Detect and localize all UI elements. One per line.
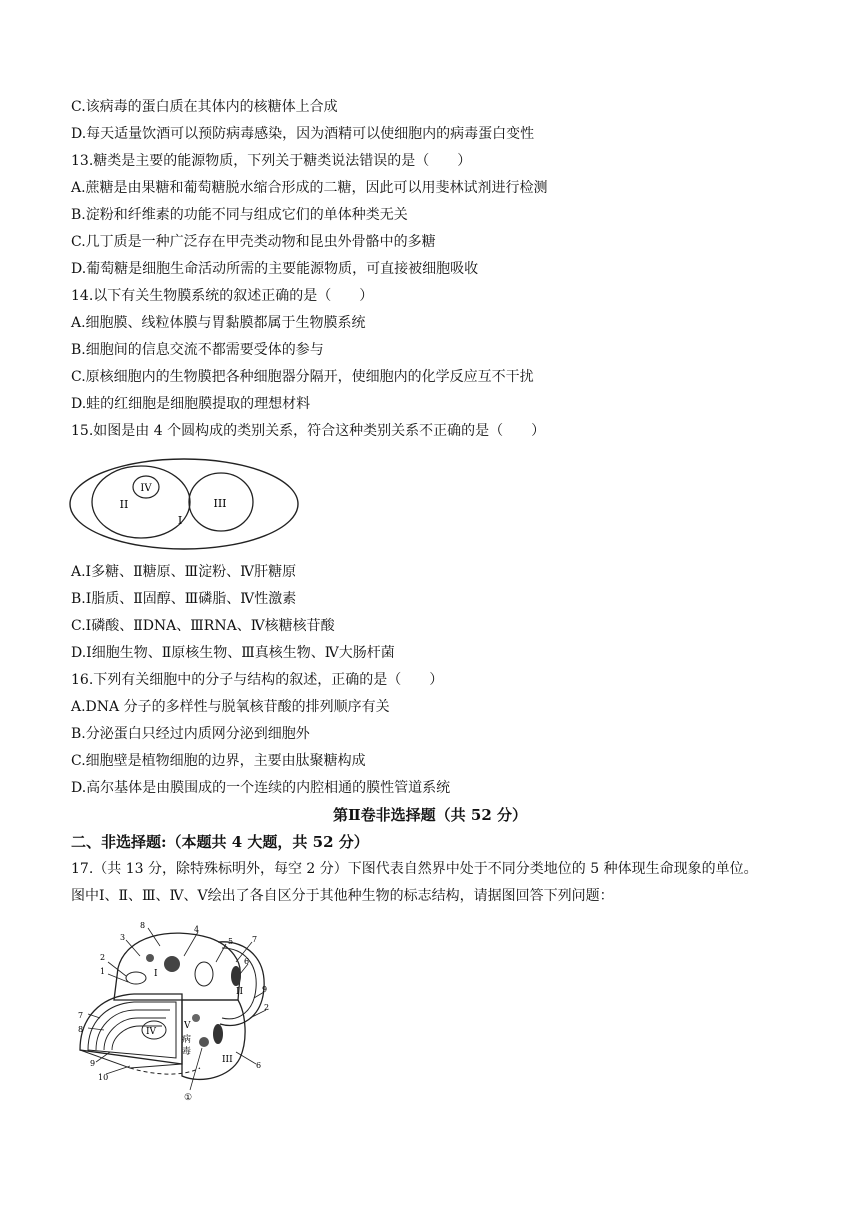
label-iii: III bbox=[213, 497, 227, 510]
q16-option-b: B.分泌蛋白只经过内质网分泌到细胞外 bbox=[71, 726, 310, 742]
label-5: 5 bbox=[228, 937, 234, 946]
label-roman-iii: III bbox=[222, 1055, 233, 1065]
q13-stem: 13.糖类是主要的能源物质，下列关于糖类说法错误的是（ ） bbox=[71, 153, 472, 169]
label-1: 1 bbox=[100, 967, 106, 976]
label-6-top: 6 bbox=[244, 957, 250, 966]
label-9-right: 9 bbox=[262, 985, 268, 994]
q12-option-c: C.该病毒的蛋白质在其体内的核糖体上合成 bbox=[71, 99, 338, 115]
label-4: 4 bbox=[194, 925, 200, 934]
q15-option-d: D.Ⅰ细胞生物、Ⅱ原核生物、Ⅲ真核生物、Ⅳ大肠杆菌 bbox=[71, 645, 395, 661]
label-10: 10 bbox=[98, 1073, 109, 1082]
label-2-right: 2 bbox=[264, 1003, 270, 1012]
q14-option-b: B.细胞间的信息交流不都需要受体的参与 bbox=[71, 342, 324, 358]
label-iv: IV bbox=[140, 483, 152, 494]
label-7-left: 7 bbox=[78, 1011, 84, 1020]
label-7-top: 7 bbox=[252, 935, 258, 944]
label-roman-v: V bbox=[184, 1021, 191, 1031]
label-roman-ii: II bbox=[236, 987, 244, 997]
q17-cell-diagram bbox=[70, 918, 280, 1108]
label-virus-2: 毒 bbox=[182, 1047, 192, 1057]
q15-option-c: C.Ⅰ磷酸、ⅡDNA、ⅢRNA、Ⅳ核糖核苷酸 bbox=[71, 618, 335, 634]
q13-option-d: D.葡萄糖是细胞生命活动所需的主要能源物质，可直接被细胞吸收 bbox=[71, 261, 479, 277]
label-i: I bbox=[177, 514, 183, 527]
q14-option-c: C.原核细胞内的生物膜把各种细胞器分隔开，使细胞内的化学反应互不干扰 bbox=[71, 369, 534, 385]
label-virus-1: 病 bbox=[182, 1035, 192, 1045]
label-circled-1: ① bbox=[184, 1093, 193, 1103]
q13-option-a: A.蔗糖是由果糖和葡萄糖脱水缩合形成的二糖，因此可以用斐林试剂进行检测 bbox=[71, 180, 548, 196]
q17-stem-line1: 17.（共 13 分，除特殊标明外，每空 2 分）下图代表自然界中处于不同分类地位的 5 种体现生命现象的单位。 bbox=[71, 861, 758, 877]
q13-option-c: C.几丁质是一种广泛存在甲壳类动物和昆虫外骨骼中的多糖 bbox=[71, 234, 436, 250]
q15-option-a: A.Ⅰ多糖、Ⅱ糖原、Ⅲ淀粉、Ⅳ肝糖原 bbox=[71, 564, 297, 580]
q12-option-d: D.每天适量饮酒可以预防病毒感染，因为酒精可以使细胞内的病毒蛋白变性 bbox=[71, 126, 535, 142]
q17-stem-line2: 图中Ⅰ、Ⅱ、Ⅲ、Ⅳ、Ⅴ绘出了各自区分于其他种生物的标志结构，请据图回答下列问题： bbox=[71, 888, 614, 904]
label-roman-i: I bbox=[154, 969, 158, 979]
q16-option-a: A.DNA 分子的多样性与脱氧核苷酸的排列顺序有关 bbox=[71, 699, 390, 715]
q15-option-b: B.Ⅰ脂质、Ⅱ固醇、Ⅲ磷脂、Ⅳ性激素 bbox=[71, 591, 297, 607]
q16-option-d: D.高尔基体是由膜围成的一个连续的内腔相通的膜性管道系统 bbox=[71, 780, 451, 796]
circle-i bbox=[70, 459, 298, 549]
q15-venn-diagram bbox=[66, 454, 306, 554]
q16-option-c: C.细胞壁是植物细胞的边界，主要由肽聚糖构成 bbox=[71, 753, 366, 769]
q14-option-d: D.蛙的红细胞是细胞膜提取的理想材料 bbox=[71, 396, 311, 412]
label-3: 3 bbox=[120, 933, 126, 942]
label-6-bottom: 6 bbox=[256, 1061, 262, 1070]
label-9-left: 9 bbox=[90, 1059, 96, 1068]
q14-stem: 14.以下有关生物膜系统的叙述正确的是（ ） bbox=[71, 288, 374, 304]
label-roman-iv: IV bbox=[146, 1027, 157, 1037]
label-8-left: 8 bbox=[78, 1025, 84, 1034]
q13-option-b: B.淀粉和纤维素的功能不同与组成它们的单体种类无关 bbox=[71, 207, 408, 223]
part-title: 二、非选择题:（本题共 4 大题，共 52 分） bbox=[71, 833, 369, 851]
label-2-left: 2 bbox=[100, 953, 106, 962]
q14-option-a: A.细胞膜、线粒体膜与胃黏膜都属于生物膜系统 bbox=[71, 315, 366, 331]
volume-title: 第Ⅱ卷非选择题（共 52 分） bbox=[333, 806, 527, 824]
label-8-top: 8 bbox=[140, 921, 146, 930]
q16-stem: 16.下列有关细胞中的分子与结构的叙述，正确的是（ ） bbox=[71, 672, 444, 688]
label-ii: II bbox=[119, 498, 129, 511]
q15-stem: 15.如图是由 4 个圆构成的类别关系，符合这种类别关系不正确的是（ ） bbox=[71, 423, 546, 439]
